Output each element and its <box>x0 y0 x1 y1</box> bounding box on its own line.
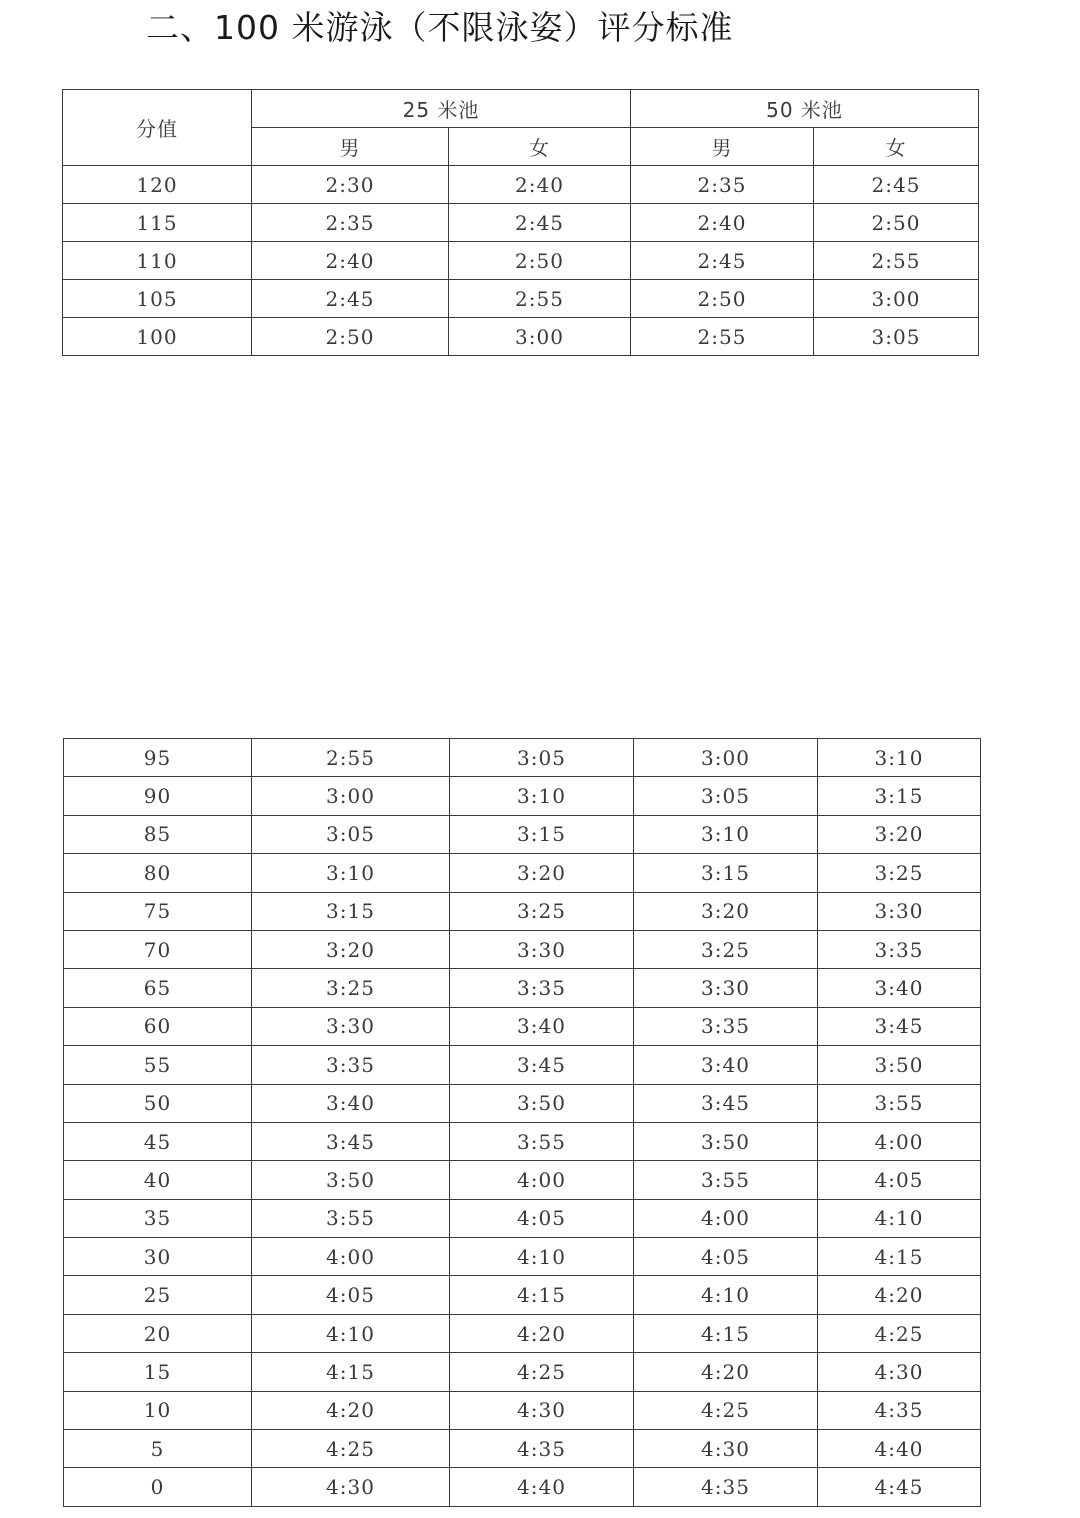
male-50-cell: 2:40 <box>631 204 814 242</box>
female-25-header: 女 <box>449 128 631 166</box>
female-25-cell: 3:40 <box>450 1007 634 1045</box>
male-50-cell: 3:55 <box>634 1161 818 1199</box>
female-25-cell: 3:30 <box>450 930 634 968</box>
male-50-cell: 2:50 <box>631 280 814 318</box>
pool-25-header: 25 米池 <box>252 90 631 128</box>
male-25-cell: 2:50 <box>252 318 449 356</box>
female-50-cell: 3:55 <box>818 1084 981 1122</box>
score-cell: 120 <box>63 166 252 204</box>
score-cell: 85 <box>64 815 252 853</box>
female-25-cell: 4:25 <box>450 1353 634 1391</box>
male-25-cell: 2:35 <box>252 204 449 242</box>
score-cell: 5 <box>64 1430 252 1468</box>
table-row <box>63 204 979 242</box>
male-25-cell: 3:40 <box>252 1084 450 1122</box>
score-cell: 100 <box>63 318 252 356</box>
male-50-cell: 3:30 <box>634 969 818 1007</box>
male-50-cell: 3:25 <box>634 930 818 968</box>
male-50-cell: 3:10 <box>634 815 818 853</box>
score-table-top <box>62 89 979 356</box>
score-cell: 25 <box>64 1276 252 1314</box>
female-50-cell: 3:25 <box>818 854 981 892</box>
female-50-cell: 3:10 <box>818 739 981 777</box>
table-row <box>63 166 979 204</box>
score-cell: 35 <box>64 1199 252 1237</box>
female-50-cell: 4:25 <box>818 1314 981 1352</box>
male-25-cell: 3:15 <box>252 892 450 930</box>
male-25-cell: 4:05 <box>252 1276 450 1314</box>
male-25-cell: 2:30 <box>252 166 449 204</box>
score-cell: 50 <box>64 1084 252 1122</box>
male-50-cell: 3:40 <box>634 1046 818 1084</box>
male-25-cell: 2:40 <box>252 242 449 280</box>
male-25-cell: 3:35 <box>252 1046 450 1084</box>
table-row <box>64 969 981 1007</box>
score-cell: 40 <box>64 1161 252 1199</box>
table-row <box>63 318 979 356</box>
male-25-cell: 2:45 <box>252 280 449 318</box>
female-50-header: 女 <box>814 128 979 166</box>
male-25-header: 男 <box>252 128 449 166</box>
pool-50-header: 50 米池 <box>631 90 979 128</box>
male-50-cell: 4:20 <box>634 1353 818 1391</box>
male-50-cell: 4:15 <box>634 1314 818 1352</box>
female-50-cell: 2:45 <box>814 166 979 204</box>
female-25-cell: 3:55 <box>450 1122 634 1160</box>
score-cell: 10 <box>64 1391 252 1429</box>
table-row <box>64 1161 981 1199</box>
table-row <box>64 777 981 815</box>
male-50-cell: 4:25 <box>634 1391 818 1429</box>
male-50-cell: 4:35 <box>634 1468 818 1506</box>
female-25-cell: 3:15 <box>450 815 634 853</box>
male-50-cell: 3:20 <box>634 892 818 930</box>
female-25-cell: 3:50 <box>450 1084 634 1122</box>
score-cell: 115 <box>63 204 252 242</box>
table-row <box>64 892 981 930</box>
male-25-cell: 4:10 <box>252 1314 450 1352</box>
score-header-cell: 分值 <box>63 90 252 166</box>
score-cell: 80 <box>64 854 252 892</box>
male-25-cell: 3:10 <box>252 854 450 892</box>
female-25-cell: 2:45 <box>449 204 631 242</box>
male-50-cell: 3:50 <box>634 1122 818 1160</box>
score-cell: 55 <box>64 1046 252 1084</box>
male-50-cell: 4:30 <box>634 1430 818 1468</box>
female-50-cell: 3:05 <box>814 318 979 356</box>
score-cell: 45 <box>64 1122 252 1160</box>
male-50-cell: 3:00 <box>634 739 818 777</box>
male-25-cell: 3:55 <box>252 1199 450 1237</box>
score-cell: 105 <box>63 280 252 318</box>
male-25-cell: 4:25 <box>252 1430 450 1468</box>
male-50-cell: 3:15 <box>634 854 818 892</box>
table-row <box>64 1046 981 1084</box>
male-25-cell: 3:05 <box>252 815 450 853</box>
male-25-cell: 3:00 <box>252 777 450 815</box>
score-cell: 0 <box>64 1468 252 1506</box>
female-25-cell: 4:15 <box>450 1276 634 1314</box>
female-25-cell: 4:40 <box>450 1468 634 1506</box>
header-row-pools <box>63 90 979 128</box>
female-25-cell: 3:25 <box>450 892 634 930</box>
male-50-cell: 2:45 <box>631 242 814 280</box>
female-25-cell: 3:10 <box>450 777 634 815</box>
table-row <box>64 1391 981 1429</box>
table-row <box>64 1353 981 1391</box>
score-cell: 15 <box>64 1353 252 1391</box>
male-25-cell: 3:50 <box>252 1161 450 1199</box>
female-25-cell: 3:20 <box>450 854 634 892</box>
female-25-cell: 4:30 <box>450 1391 634 1429</box>
male-50-cell: 2:35 <box>631 166 814 204</box>
female-50-cell: 3:40 <box>818 969 981 1007</box>
table-row <box>64 1007 981 1045</box>
female-50-cell: 4:20 <box>818 1276 981 1314</box>
page-title: 二、100 米游泳（不限泳姿）评分标准 <box>146 8 734 47</box>
female-25-cell: 4:05 <box>450 1199 634 1237</box>
female-50-cell: 2:50 <box>814 204 979 242</box>
female-25-cell: 4:20 <box>450 1314 634 1352</box>
score-cell: 30 <box>64 1238 252 1276</box>
male-25-cell: 4:20 <box>252 1391 450 1429</box>
female-50-cell: 3:50 <box>818 1046 981 1084</box>
table-row <box>64 1199 981 1237</box>
female-50-cell: 3:00 <box>814 280 979 318</box>
female-50-cell: 4:35 <box>818 1391 981 1429</box>
table-row <box>64 739 981 777</box>
female-25-cell: 2:50 <box>449 242 631 280</box>
female-25-cell: 3:35 <box>450 969 634 1007</box>
male-50-header: 男 <box>631 128 814 166</box>
table-row <box>64 930 981 968</box>
male-50-cell: 4:00 <box>634 1199 818 1237</box>
female-25-cell: 3:05 <box>450 739 634 777</box>
female-25-cell: 2:55 <box>449 280 631 318</box>
score-cell: 60 <box>64 1007 252 1045</box>
table-row <box>64 1314 981 1352</box>
score-cell: 95 <box>64 739 252 777</box>
male-50-cell: 4:10 <box>634 1276 818 1314</box>
female-25-cell: 2:40 <box>449 166 631 204</box>
male-50-cell: 3:45 <box>634 1084 818 1122</box>
table-row <box>64 1084 981 1122</box>
male-25-cell: 2:55 <box>252 739 450 777</box>
male-25-cell: 3:30 <box>252 1007 450 1045</box>
male-50-cell: 3:05 <box>634 777 818 815</box>
table-row <box>64 1238 981 1276</box>
female-25-cell: 3:45 <box>450 1046 634 1084</box>
male-25-cell: 4:30 <box>252 1468 450 1506</box>
male-50-cell: 3:35 <box>634 1007 818 1045</box>
table-row <box>64 815 981 853</box>
female-50-cell: 4:00 <box>818 1122 981 1160</box>
female-50-cell: 4:15 <box>818 1238 981 1276</box>
score-table-bottom <box>63 738 981 1507</box>
male-25-cell: 3:25 <box>252 969 450 1007</box>
female-50-cell: 3:15 <box>818 777 981 815</box>
score-cell: 20 <box>64 1314 252 1352</box>
table-row <box>64 1276 981 1314</box>
male-25-cell: 3:20 <box>252 930 450 968</box>
table-row <box>63 242 979 280</box>
female-50-cell: 2:55 <box>814 242 979 280</box>
score-cell: 90 <box>64 777 252 815</box>
female-25-cell: 3:00 <box>449 318 631 356</box>
female-50-cell: 4:30 <box>818 1353 981 1391</box>
male-25-cell: 4:15 <box>252 1353 450 1391</box>
table-row <box>64 1430 981 1468</box>
female-50-cell: 3:45 <box>818 1007 981 1045</box>
score-cell: 65 <box>64 969 252 1007</box>
female-50-cell: 4:40 <box>818 1430 981 1468</box>
score-cell: 110 <box>63 242 252 280</box>
male-25-cell: 3:45 <box>252 1122 450 1160</box>
female-50-cell: 4:05 <box>818 1161 981 1199</box>
score-cell: 75 <box>64 892 252 930</box>
female-50-cell: 3:35 <box>818 930 981 968</box>
female-50-cell: 3:30 <box>818 892 981 930</box>
female-50-cell: 4:10 <box>818 1199 981 1237</box>
male-50-cell: 4:05 <box>634 1238 818 1276</box>
table-row <box>64 1122 981 1160</box>
table-row <box>64 854 981 892</box>
female-25-cell: 4:00 <box>450 1161 634 1199</box>
female-50-cell: 4:45 <box>818 1468 981 1506</box>
score-cell: 70 <box>64 930 252 968</box>
male-50-cell: 2:55 <box>631 318 814 356</box>
female-50-cell: 3:20 <box>818 815 981 853</box>
table-row <box>64 1468 981 1506</box>
female-25-cell: 4:35 <box>450 1430 634 1468</box>
table-row <box>63 280 979 318</box>
female-25-cell: 4:10 <box>450 1238 634 1276</box>
male-25-cell: 4:00 <box>252 1238 450 1276</box>
